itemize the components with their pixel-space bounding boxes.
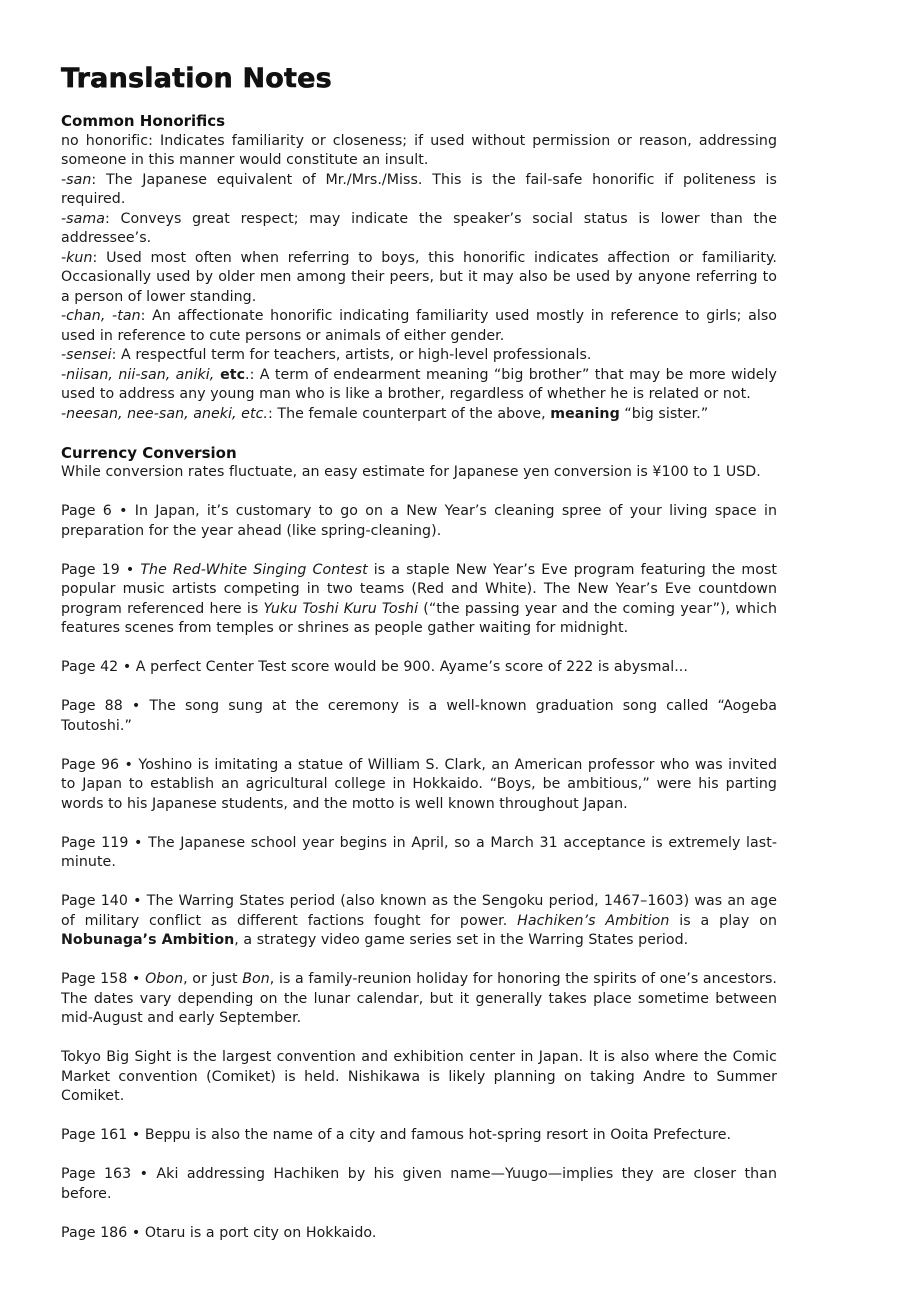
honorific-term: -san	[61, 171, 92, 188]
honorific-entry	[61, 210, 777, 249]
translation-notes-page	[61, 62, 777, 1263]
page-note	[61, 1048, 777, 1107]
currency-text: While conversion rates fluctuate, an easy estimate for Japanese yen conversion is ¥100 to 1 USD.	[61, 464, 761, 480]
honorifics-section	[61, 112, 777, 424]
note-text: Page 140 • The Warring States period (also known as the Sengoku period, 1467–1603) was an age of military conflict as different factions fought for power.	[61, 893, 777, 929]
honorific-term: -sensei	[61, 347, 112, 363]
page-note	[61, 697, 777, 736]
note-text: , a strategy video game series set in the Warring States period.	[234, 932, 689, 948]
currency-section	[61, 444, 777, 483]
honorific-entry	[61, 346, 777, 366]
note-text: Page 6 • In Japan, it’s customary to go on a New Year’s cleaning spree of your living space in preparation for the year ahead (like spring-cleaning).	[61, 503, 777, 539]
note-title-bold: Nobunaga’s Ambition	[61, 932, 235, 948]
honorific-definition: “big sister.”	[619, 405, 709, 422]
honorific-definition-emphasis: meaning	[550, 405, 620, 422]
note-text: , is a family-reunion holiday for honoring the spirits of one’s ancestors. The dates vary depending on the lunar calendar, but it generally takes place sometime between mid-August and early September.	[61, 971, 777, 1026]
note-text: Page 119 • The Japanese school year begins in April, so a March 31 acceptance is extremely last-minute.	[61, 834, 777, 870]
note-text: Page 158 •	[61, 971, 146, 987]
note-text: Page 96 • Yoshino is imitating a statue of William S. Clark, an American professor who was invited to Japan to establish an agricultural college in Hokkaido. “Boys, be ambitious,” were his parting words to his Japanese students, and the motto is well known throughout Japan.	[61, 756, 777, 812]
page-note	[61, 834, 777, 873]
page-title: Translation Notes	[61, 63, 332, 94]
page-note	[61, 1224, 777, 1244]
honorific-definition: : The Japanese equivalent of Mr./Mrs./Miss. This is the fail-safe honorific if politeness is required.	[61, 171, 777, 207]
currency-heading: Currency Conversion	[61, 443, 237, 462]
note-text: , or just	[183, 971, 243, 987]
honorific-entry	[61, 405, 777, 425]
honorific-term: -neesan, nee-san, aneki, etc.	[61, 405, 268, 422]
note-title-italic: The Red-White Singing Contest	[140, 561, 368, 578]
note-title-italic: Bon	[242, 971, 270, 987]
honorific-definition: : A respectful term for teachers, artists, or high-level professionals.	[111, 347, 592, 363]
note-text: (“the passing year and the coming year”), which features scenes from temples or shrines as people gather waiting for midnight.	[61, 600, 777, 636]
page-note	[61, 502, 777, 541]
page-note	[61, 892, 777, 951]
honorific-definition: : Indicates familiarity or closeness; if used without permission or reason, addressing someone in this manner would constitute an insult.	[61, 132, 778, 168]
honorifics-heading: Common Honorifics	[61, 112, 226, 130]
note-text: Tokyo Big Sight is the largest convention and exhibition center in Japan. It is also where the Comic Market convention (Comiket) is held. Nishikawa is likely planning on taking Andre to Summer Comiket.	[61, 1049, 777, 1104]
honorific-definition: .: A term of endearment meaning “big brother” that may be more widely used to address any young man who is like a brother, regardless of whether he is related or not.	[61, 366, 777, 402]
note-text: is a staple New Year’s Eve program featuring the most popular music artists competing in two teams (Red and White). The New Year’s Eve countdown program referenced here is	[61, 561, 777, 617]
page-note	[61, 561, 777, 639]
page-note	[61, 1126, 777, 1146]
honorific-term: -chan, -tan	[61, 308, 141, 324]
honorific-definition: : The female counterpart of the above,	[267, 405, 551, 422]
honorific-entry	[61, 171, 777, 210]
honorific-definition: : Conveys great respect; may indicate the speaker’s social status is lower than the addressee’s.	[61, 210, 777, 246]
honorific-definition: : Used most often when referring to boys, this honorific indicates affection or familiarity. Occasionally used by older men among their peers, but it may also be used by anyone referring to a person of lower standing.	[61, 249, 777, 305]
note-title-italic: Obon	[145, 971, 184, 987]
note-text: Page 161 • Beppu is also the name of a city and famous hot-spring resort in Ooita Prefecture.	[61, 1127, 732, 1143]
page-note	[61, 970, 777, 1029]
note-title-italic: Yuku Toshi Kuru Toshi	[263, 600, 419, 617]
honorific-term: no honorific	[61, 132, 149, 149]
note-text: is a play on	[669, 912, 777, 929]
note-text: Page 163 • Aki addressing Hachiken by his given name—Yuugo—implies they are closer than before.	[61, 1166, 777, 1202]
note-text: Page 88 • The song sung at the ceremony is a well-known graduation song called “Aogeba Toutoshi.”	[61, 698, 777, 734]
page-note	[61, 756, 777, 815]
page-note	[61, 658, 777, 678]
honorific-entry	[61, 366, 777, 405]
note-text: Page 19 •	[61, 561, 141, 578]
honorific-term: -niisan, nii-san, aniki,	[61, 366, 215, 383]
honorific-definition: : An affectionate honorific indicating familiarity used mostly in reference to girls; also used in reference to cute persons or animals of either gender.	[61, 308, 777, 344]
honorifics-list	[61, 132, 777, 425]
note-text: Page 186 • Otaru is a port city on Hokkaido.	[61, 1224, 377, 1241]
note-title-italic: Hachiken’s Ambition	[517, 912, 670, 929]
note-text: Page 42 • A perfect Center Test score would be 900. Ayame’s score of 222 is abysmal...	[61, 659, 688, 675]
honorific-entry	[61, 307, 777, 346]
honorific-term: -sama	[61, 210, 105, 227]
honorific-term-suffix: etc	[214, 366, 246, 383]
honorific-entry	[61, 249, 777, 308]
honorific-entry	[61, 132, 777, 171]
honorific-term: -kun	[61, 249, 93, 266]
page-notes-list	[61, 502, 777, 1243]
page-note	[61, 1165, 777, 1204]
